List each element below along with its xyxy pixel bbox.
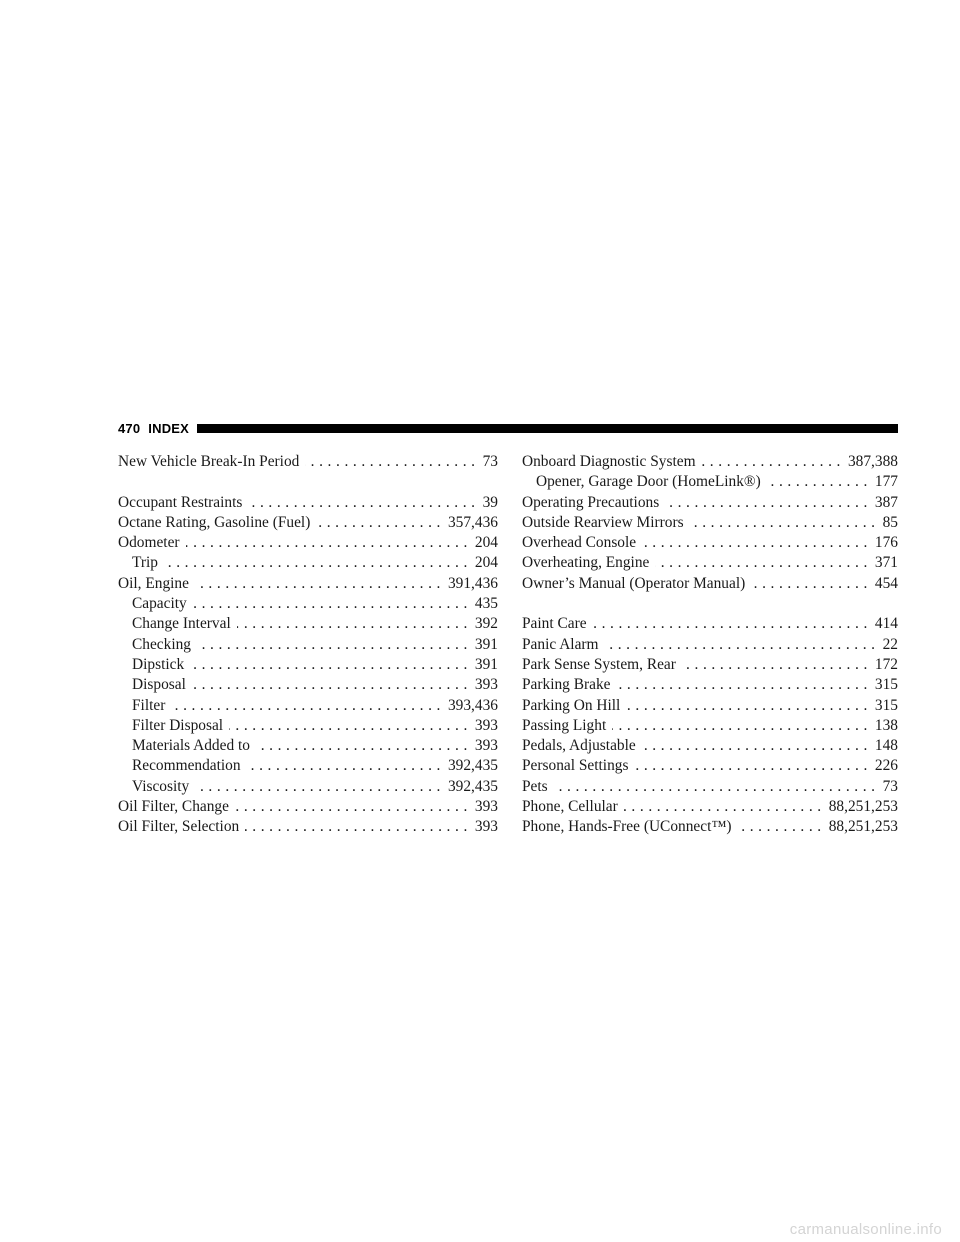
index-entry xyxy=(522,777,898,797)
dot-leader xyxy=(190,655,472,675)
index-entry xyxy=(522,493,898,513)
entry-label: Overhead Console xyxy=(522,534,637,552)
index-subentry xyxy=(118,655,498,675)
entry-page: 226 xyxy=(874,757,898,775)
entry-label: Oil, Engine xyxy=(118,574,189,592)
entry-label: Operating Precautions xyxy=(522,493,660,511)
dot-leader xyxy=(554,777,880,797)
dot-leader xyxy=(682,655,872,675)
dot-leader xyxy=(702,452,845,472)
dot-leader xyxy=(612,716,872,736)
index-entry xyxy=(522,655,898,675)
index-entry xyxy=(522,675,898,695)
entry-label: Phone, Cellular xyxy=(522,798,618,816)
index-entry xyxy=(522,614,898,634)
entry-page: 393 xyxy=(474,818,498,836)
entry-page: 454 xyxy=(874,574,898,592)
dot-leader xyxy=(642,736,872,756)
entry-label: Oil Filter, Change xyxy=(118,798,229,816)
entry-label: New Vehicle Break-In Period xyxy=(118,453,300,470)
entry-label: Change Interval xyxy=(132,615,231,633)
entry-page: 177 xyxy=(874,473,898,491)
index-entry xyxy=(118,817,498,837)
entry-label: Panic Alarm xyxy=(522,635,599,653)
entry-page: 392,435 xyxy=(447,777,498,795)
entry-label: Pedals, Adjustable xyxy=(522,737,636,755)
entry-label: Pets xyxy=(522,777,548,795)
index-entry xyxy=(118,533,498,553)
entry-label: Octane Rating, Gasoline (Fuel) xyxy=(118,513,311,531)
entry-label: Materials Added to xyxy=(132,737,250,755)
entry-page: 393,436 xyxy=(447,696,498,714)
dot-leader xyxy=(171,696,445,716)
index-entry xyxy=(522,696,898,716)
entry-label: Overheating, Engine xyxy=(522,554,650,572)
entry-label: Paint Care xyxy=(522,615,587,633)
dot-leader xyxy=(247,756,445,776)
entry-page: 393 xyxy=(474,798,498,816)
index-entry xyxy=(118,513,498,533)
header-rule xyxy=(197,424,898,433)
entry-label: Viscosity xyxy=(132,777,190,795)
dot-leader xyxy=(738,817,826,837)
dot-leader xyxy=(665,493,872,513)
entry-label: Occupant Restraints xyxy=(118,493,243,511)
section-title: INDEX xyxy=(148,420,190,436)
index-subentry xyxy=(118,736,498,756)
entry-page: 393 xyxy=(474,676,498,694)
dot-leader xyxy=(256,736,472,756)
entry-page: 392 xyxy=(474,615,498,633)
entry-label: Odometer xyxy=(118,534,180,552)
dot-leader xyxy=(195,574,445,594)
dot-leader xyxy=(235,797,472,817)
entry-page: 204 xyxy=(474,554,498,572)
index-subentry xyxy=(118,756,498,776)
dot-leader xyxy=(197,635,472,655)
entry-page: 172 xyxy=(874,655,898,673)
dot-leader xyxy=(767,472,872,492)
dot-leader xyxy=(186,533,472,553)
entry-page: 138 xyxy=(874,716,898,734)
entry-page: 73 xyxy=(482,453,498,470)
index-entry xyxy=(522,736,898,756)
entry-label: Opener, Garage Door (HomeLink®) xyxy=(536,473,761,491)
dot-leader xyxy=(316,513,445,533)
dot-leader xyxy=(193,594,472,614)
index-subentry xyxy=(118,716,498,736)
index-entry xyxy=(118,493,498,513)
index-column-left xyxy=(118,452,498,838)
entry-label: Parking On Hill xyxy=(522,696,621,714)
entry-page: 435 xyxy=(474,595,498,613)
index-entry xyxy=(522,533,898,553)
entry-label: Dipstick xyxy=(132,655,185,673)
index-subentry xyxy=(118,777,498,797)
entry-page: 391 xyxy=(474,655,498,673)
dot-leader xyxy=(593,614,872,634)
entry-label: Onboard Diagnostic System xyxy=(522,453,696,470)
index-entry xyxy=(118,797,498,817)
dot-leader xyxy=(195,777,445,797)
entry-label: Capacity xyxy=(132,595,187,613)
dot-leader xyxy=(634,756,871,776)
dot-leader xyxy=(229,716,472,736)
index-entry xyxy=(522,716,898,736)
index-entry xyxy=(522,553,898,573)
index-entry xyxy=(522,817,898,837)
entry-page: 387,388 xyxy=(847,453,898,470)
index-entry xyxy=(522,756,898,776)
entry-label: Filter xyxy=(132,696,166,714)
entry-label: Oil Filter, Selection xyxy=(118,818,240,836)
index-entry xyxy=(118,574,498,594)
entry-page: 73 xyxy=(882,777,898,795)
dot-leader xyxy=(164,553,472,573)
dot-leader xyxy=(616,675,871,695)
entry-page: 22 xyxy=(882,635,898,653)
dot-leader xyxy=(605,635,880,655)
page-number: 470 xyxy=(118,420,141,436)
dot-leader xyxy=(655,553,872,573)
index-entry xyxy=(522,513,898,533)
dot-leader xyxy=(248,493,479,513)
dot-leader xyxy=(237,614,472,634)
entry-page: 357,436 xyxy=(447,513,498,531)
entry-label: Trip xyxy=(132,554,158,572)
dot-leader xyxy=(751,574,872,594)
dot-leader xyxy=(245,817,472,837)
entry-page: 393 xyxy=(474,737,498,755)
dot-leader xyxy=(192,675,472,695)
dot-leader xyxy=(690,513,880,533)
dot-leader xyxy=(626,696,872,716)
entry-label: Park Sense System, Rear xyxy=(522,655,676,673)
entry-page: 391,436 xyxy=(447,574,498,592)
index-subentry xyxy=(522,472,898,492)
entry-page: 391 xyxy=(474,635,498,653)
entry-label: Personal Settings xyxy=(522,757,629,775)
entry-page: 148 xyxy=(874,737,898,755)
index-entry xyxy=(522,574,898,594)
entry-label: Parking Brake xyxy=(522,676,611,694)
entry-label: Disposal xyxy=(132,676,186,694)
entry-page: 85 xyxy=(882,513,898,531)
entry-label: Recommendation xyxy=(132,757,241,775)
entry-page: 88,251,253 xyxy=(828,798,898,816)
index-entry xyxy=(522,635,898,655)
dot-leader xyxy=(305,452,479,472)
index-subentry xyxy=(118,696,498,716)
watermark: carmanualsonline.info xyxy=(789,1221,942,1238)
dot-leader xyxy=(642,533,872,553)
index-entry xyxy=(522,452,898,472)
entry-page: 315 xyxy=(874,676,898,694)
index-entry xyxy=(118,452,498,472)
index-subentry xyxy=(118,553,498,573)
entry-label: Phone, Hands-Free (UConnect™) xyxy=(522,818,732,836)
entry-label: Passing Light xyxy=(522,716,607,734)
entry-page: 176 xyxy=(874,534,898,552)
entry-page: 204 xyxy=(474,534,498,552)
entry-label: Owner’s Manual (Operator Manual) xyxy=(522,574,746,592)
index-entry xyxy=(522,797,898,817)
index-subentry xyxy=(118,635,498,655)
entry-page: 315 xyxy=(874,696,898,714)
entry-page: 392,435 xyxy=(447,757,498,775)
entry-label: Checking xyxy=(132,635,191,653)
entry-page: 387 xyxy=(874,493,898,511)
entry-gap xyxy=(522,594,898,614)
dot-leader xyxy=(624,797,826,817)
entry-page: 414 xyxy=(874,615,898,633)
index-subentry xyxy=(118,594,498,614)
entry-page: 393 xyxy=(474,716,498,734)
entry-page: 371 xyxy=(874,554,898,572)
index-subentry xyxy=(118,675,498,695)
entry-label: Outside Rearview Mirrors xyxy=(522,513,684,531)
entry-gap xyxy=(118,472,498,492)
index-subentry xyxy=(118,614,498,634)
entry-label: Filter Disposal xyxy=(132,716,224,734)
index-column-right xyxy=(522,452,898,838)
entry-page: 88,251,253 xyxy=(828,818,898,836)
entry-page: 39 xyxy=(482,493,498,511)
page-header xyxy=(118,418,898,438)
